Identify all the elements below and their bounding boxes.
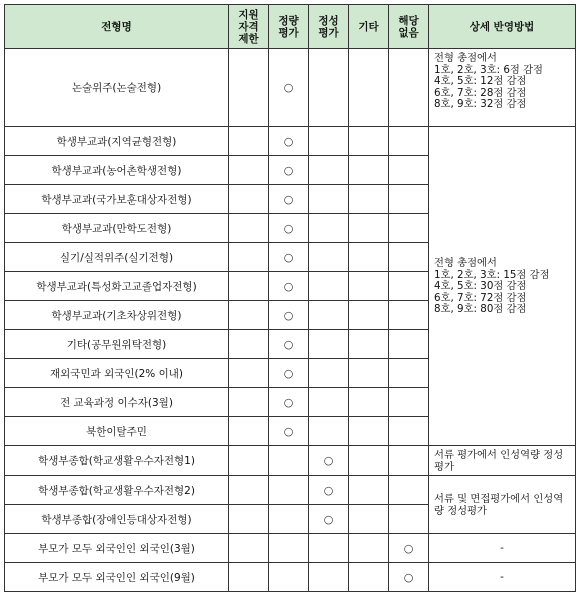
none-cell [389, 156, 429, 185]
quantitative-cell [269, 476, 309, 505]
none-cell [389, 49, 429, 127]
qualitative-cell: ○ [309, 476, 349, 505]
other-cell [349, 534, 389, 563]
qualitative-cell: ○ [309, 446, 349, 476]
table-row [5, 127, 576, 156]
type-cell: 재외국민과 외국인(2% 이내) [5, 359, 229, 388]
other-cell [349, 388, 389, 417]
eligibility-cell [229, 563, 269, 592]
qualitative-cell [309, 127, 349, 156]
qualitative-cell [309, 156, 349, 185]
other-cell [349, 417, 389, 446]
type-cell: 학생부교과(국가보훈대상자전형) [5, 185, 229, 214]
type-cell: 학생부교과(지역균형전형) [5, 127, 229, 156]
none-cell [389, 446, 429, 476]
table-row [5, 49, 576, 127]
qualitative-cell: ○ [309, 505, 349, 534]
table-row [5, 446, 576, 476]
none-cell [389, 476, 429, 505]
eligibility-cell [229, 185, 269, 214]
type-cell: 논술위주(논술전형) [5, 49, 229, 127]
eligibility-cell [229, 330, 269, 359]
quantitative-cell: ○ [269, 359, 309, 388]
eligibility-cell [229, 359, 269, 388]
none-cell [389, 359, 429, 388]
other-cell [349, 49, 389, 127]
other-cell [349, 156, 389, 185]
type-cell: 학생부교과(농어촌학생전형) [5, 156, 229, 185]
eligibility-cell [229, 446, 269, 476]
none-cell [389, 505, 429, 534]
qualitative-cell [309, 185, 349, 214]
quantitative-cell [269, 505, 309, 534]
admission-penalty-table [4, 4, 576, 592]
type-cell: 학생부교과(기초차상위전형) [5, 301, 229, 330]
eligibility-cell [229, 272, 269, 301]
quantitative-cell: ○ [269, 272, 309, 301]
header-quantitative: 정량 평가 [269, 5, 309, 49]
header-none: 해당 없음 [389, 5, 429, 49]
qualitative-cell [309, 417, 349, 446]
header-other: 기타 [349, 5, 389, 49]
none-cell [389, 127, 429, 156]
type-cell: 기타(공무원위탁전형) [5, 330, 229, 359]
quantitative-cell [269, 534, 309, 563]
eligibility-cell [229, 534, 269, 563]
none-cell [389, 388, 429, 417]
type-cell: 부모가 모두 외국인인 외국인(3월) [5, 534, 229, 563]
table-row [5, 534, 576, 563]
quantitative-cell: ○ [269, 156, 309, 185]
eligibility-cell [229, 156, 269, 185]
eligibility-cell [229, 505, 269, 534]
other-cell [349, 272, 389, 301]
qualitative-cell [309, 534, 349, 563]
other-cell [349, 563, 389, 592]
method-cell: - [429, 534, 576, 563]
qualitative-cell [309, 272, 349, 301]
type-cell: 학생부종합(학교생활우수자전형2) [5, 476, 229, 505]
quantitative-cell: ○ [269, 49, 309, 127]
none-cell [389, 185, 429, 214]
none-cell [389, 301, 429, 330]
qualitative-cell [309, 359, 349, 388]
quantitative-cell: ○ [269, 127, 309, 156]
method-cell: - [429, 563, 576, 592]
method-cell: 서류 및 면접평가에서 인성역량 정성평가 [429, 476, 576, 534]
type-cell: 학생부교과(만학도전형) [5, 214, 229, 243]
eligibility-cell [229, 214, 269, 243]
eligibility-cell [229, 127, 269, 156]
quantitative-cell: ○ [269, 388, 309, 417]
none-cell: ○ [389, 563, 429, 592]
other-cell [349, 185, 389, 214]
eligibility-cell [229, 301, 269, 330]
type-cell: 실기/실적위주(실기전형) [5, 243, 229, 272]
qualitative-cell [309, 243, 349, 272]
method-cell: 서류 평가에서 인성역량 정성평가 [429, 446, 576, 476]
other-cell [349, 127, 389, 156]
header-row [5, 5, 576, 49]
other-cell [349, 330, 389, 359]
table-row [5, 476, 576, 505]
other-cell [349, 476, 389, 505]
qualitative-cell [309, 214, 349, 243]
qualitative-cell [309, 563, 349, 592]
other-cell [349, 505, 389, 534]
type-cell: 전 교육과정 이수자(3월) [5, 388, 229, 417]
other-cell [349, 214, 389, 243]
table-row [5, 563, 576, 592]
method-cell: 전형 총점에서 1호, 2호, 3호: 15점 감점 4호, 5호: 30점 감점 6호, 7호: 72점 감점 8호, 9호: 80점 감점 [429, 127, 576, 446]
type-cell: 학생부종합(학교생활우수자전형1) [5, 446, 229, 476]
quantitative-cell [269, 563, 309, 592]
type-cell: 학생부교과(특성화고교졸업자전형) [5, 272, 229, 301]
none-cell [389, 272, 429, 301]
eligibility-cell [229, 476, 269, 505]
none-cell [389, 330, 429, 359]
quantitative-cell: ○ [269, 330, 309, 359]
eligibility-cell [229, 49, 269, 127]
eligibility-cell [229, 388, 269, 417]
header-qualitative: 정성 평가 [309, 5, 349, 49]
qualitative-cell [309, 330, 349, 359]
quantitative-cell: ○ [269, 417, 309, 446]
qualitative-cell [309, 301, 349, 330]
other-cell [349, 243, 389, 272]
eligibility-cell [229, 417, 269, 446]
type-cell: 북한이탈주민 [5, 417, 229, 446]
header-type: 전형명 [5, 5, 229, 49]
header-method: 상세 반영방법 [429, 5, 576, 49]
none-cell: ○ [389, 534, 429, 563]
type-cell: 학생부종합(장애인등대상자전형) [5, 505, 229, 534]
type-cell: 부모가 모두 외국인인 외국인(9월) [5, 563, 229, 592]
quantitative-cell: ○ [269, 301, 309, 330]
other-cell [349, 359, 389, 388]
quantitative-cell: ○ [269, 214, 309, 243]
other-cell [349, 301, 389, 330]
quantitative-cell: ○ [269, 243, 309, 272]
none-cell [389, 417, 429, 446]
header-eligibility: 지원 자격 제한 [229, 5, 269, 49]
method-cell: 전형 총점에서 1호, 2호, 3호: 6점 감점 4호, 5호: 12점 감점 6호, 7호: 28점 감점 8호, 9호: 32점 감점 [429, 49, 576, 127]
eligibility-cell [229, 243, 269, 272]
qualitative-cell [309, 388, 349, 417]
none-cell [389, 214, 429, 243]
none-cell [389, 243, 429, 272]
qualitative-cell [309, 49, 349, 127]
quantitative-cell [269, 446, 309, 476]
other-cell [349, 446, 389, 476]
quantitative-cell: ○ [269, 185, 309, 214]
